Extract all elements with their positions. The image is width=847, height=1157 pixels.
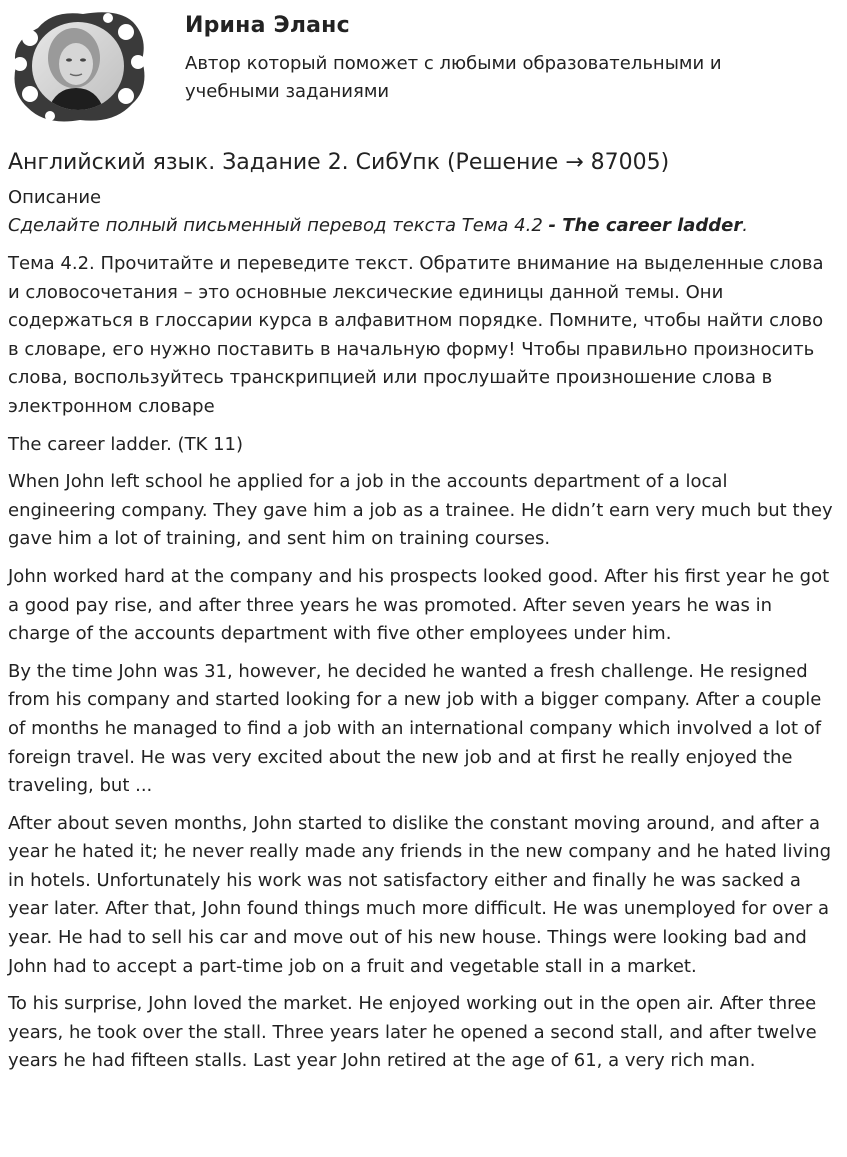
author-photo-frame: [8, 8, 150, 126]
author-description: Автор который поможет с любыми образовательными и учебными заданиями: [185, 53, 722, 102]
task-title: Английский язык. Задание 2. СибУпк (Решение → 87005): [8, 150, 670, 175]
author-name[interactable]: Ирина Эланс: [185, 13, 350, 38]
paragraph-text-title: The career ladder. (TK 11): [8, 433, 244, 455]
instruction-topic: - The career ladder: [548, 215, 743, 236]
author-header: [0, 0, 847, 130]
paragraph: After about seven months, John started to dislike the constant moving around, and after a year he hated it; he never really made any friends in the new company and he hated living in hotels. Unfortunately his work was not satisfactory either and finally he was sacked a year later. After that, John found things much more difficult. He was unemployed for over a year. He had to sell his car and move out of his new house. Things were looking bad and John had to accept a part-time job on a fruit and vegetable stall in a market.: [8, 812, 832, 977]
paragraph: When John left school he applied for a job in the accounts department of a local engineering company. They gave him a job as a trainee. He didn’t earn very much but they gave him a lot of training, and sent him on training courses.: [8, 471, 833, 550]
paragraph-instructions: Тема 4.2. Прочитайте и переведите текст. Обратите внимание на выделенные слова и словосочетания – это основные лексические единицы данной темы. Они содержаться в глоссарии курса в алфавитном порядке. Помните, чтобы найти слово в словаре, его нужно поставить в начальную форму! Чтобы правильно произносить слова, воспользуйтесь транскрипцией или прослушайте произношение слова в электронном словаре: [8, 253, 824, 417]
task-instruction: [8, 212, 839, 240]
instruction-text: Сделайте полный письменный перевод текста Тема 4.2: [8, 215, 549, 236]
avatar[interactable]: [8, 8, 150, 126]
paragraph: To his surprise, John loved the market. He enjoyed working out in the open air. After three years, he took over the stall. Three years later he opened a second stall, and after twelve years he had fifteen stalls. Last year John retired at the age of 61, a very rich man.: [8, 993, 817, 1072]
task-content: [0, 148, 847, 1076]
description-label: Описание: [8, 187, 102, 208]
instruction-end: .: [742, 215, 748, 236]
paragraph: John worked hard at the company and his prospects looked good. After his first year he got a good pay rise, and after three years he was promoted. After seven years he was in charge of the accounts department with five other employees under him.: [8, 565, 830, 645]
paragraph: By the time John was 31, however, he decided he wanted a fresh challenge. He resigned from his company and started looking for a new job with a bigger company. After a couple of months he managed to find a job with an international company which involved a lot of foreign travel. He was very excited about the new job and at first he really enjoyed the traveling, but ...: [8, 660, 822, 797]
